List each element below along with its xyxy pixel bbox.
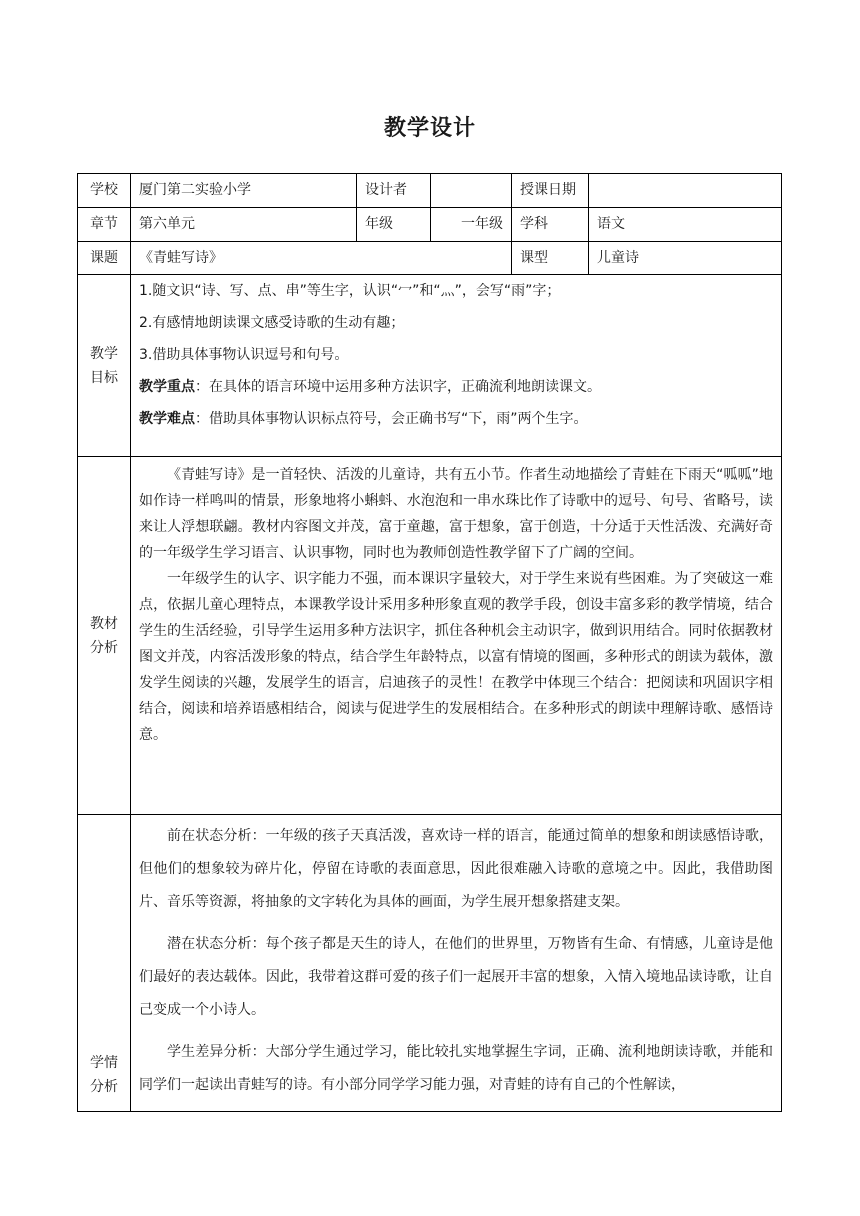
table-row-material [78, 457, 782, 815]
date-label: 授课日期 [512, 174, 589, 208]
goal-item: 1.随文识“诗、写、点、串”等生字，认识“冖”和“灬”，会写“雨”字； [139, 283, 561, 299]
type-value: 儿童诗 [589, 242, 782, 275]
grade-value: 一年级 [431, 208, 512, 242]
learners-paragraph: 学生差异分析：大部分学生通过学习，能比较扎实地掌握生字词，正确、流利地朗读诗歌，并能和同学们一起读出青蛙写的诗。有小部分同学学习能力强，对青蛙的诗有自己的个性解读， [139, 1044, 773, 1093]
material-paragraph: 《青蛙写诗》是一首轻快、活泼的儿童诗，共有五小节。作者生动地描绘了青蛙在下雨天“呱呱”地如作诗一样鸣叫的情景，形象地将小蝌蚪、水泡泡和一串水珠比作了诗歌中的逗号、句号、省略号，读来让人浮想联翩。教材内容图文并茂，富于童趣，富于想象，富于创造，十分适于天性活泼、充满好奇的一年级学生学习语言、认识事物，同时也为教师创造性教学留下了广阔的空间。 [139, 467, 773, 561]
key-point-text: ：在具体的语言环境中运用多种方法识字，正确流利地朗读课文。 [195, 379, 601, 395]
lesson-plan-table [77, 173, 782, 1112]
subject-value: 语文 [589, 208, 782, 242]
grade-label: 年级 [357, 208, 431, 242]
goal-item: 3.借助具体事物认识逗号和句号。 [139, 347, 349, 363]
learners-label-line1: 学情 [90, 1055, 118, 1071]
table-row-school [78, 174, 782, 208]
school-label: 学校 [78, 174, 131, 208]
table-row-goals [78, 275, 782, 457]
designer-value [431, 174, 512, 208]
chapter-value: 第六单元 [131, 208, 357, 242]
goals-label-line2: 目标 [90, 369, 118, 386]
chapter-label: 章节 [78, 208, 131, 242]
key-point-label: 教学重点 [139, 379, 195, 395]
topic-value: 《青蛙写诗》 [131, 242, 512, 275]
material-label [78, 457, 131, 815]
difficulty-point-label: 教学难点 [139, 411, 195, 427]
goals-label-line1: 教学 [90, 345, 118, 362]
table-row-topic [78, 242, 782, 275]
difficulty-point-text: ：借助具体事物认识标点符号，会正确书写“下，雨”两个生字。 [195, 411, 588, 427]
material-content [131, 457, 782, 815]
table-row-chapter [78, 208, 782, 242]
date-value [589, 174, 782, 208]
goals-label [78, 275, 131, 457]
designer-label: 设计者 [357, 174, 431, 208]
learners-paragraph: 前在状态分析：一年级的孩子天真活泼，喜欢诗一样的语言，能通过简单的想象和朗读感悟诗歌，但他们的想象较为碎片化，停留在诗歌的表面意思，因此很难融入诗歌的意境之中。因此，我借助图片、音乐等资源，将抽象的文字转化为具体的画面，为学生展开想象搭建支架。 [139, 828, 773, 910]
school-value: 厦门第二实验小学 [131, 174, 357, 208]
key-point [139, 377, 773, 398]
learners-label [78, 815, 131, 1112]
learners-label-line2: 分析 [90, 1079, 118, 1095]
goals-content [131, 275, 782, 457]
type-label: 课型 [512, 242, 589, 275]
goal-item: 2.有感情地朗读课文感受诗歌的生动有趣； [139, 315, 405, 331]
table-row-learners [78, 815, 782, 1112]
difficulty-point [139, 409, 773, 430]
subject-label: 学科 [512, 208, 589, 242]
material-label-line2: 分析 [90, 639, 118, 656]
topic-label: 课题 [78, 242, 131, 275]
learners-paragraph: 潜在状态分析：每个孩子都是天生的诗人，在他们的世界里，万物皆有生命、有情感，儿童诗是他们最好的表达载体。因此，我带着这群可爱的孩子们一起展开丰富的想象，入情入境地品读诗歌，让自己变成一个小诗人。 [139, 936, 773, 1018]
material-paragraph: 一年级学生的认字、识字能力不强，而本课识字量较大，对于学生来说有些困难。为了突破这一难点，依据儿童心理特点，本课教学设计采用多种形象直观的教学手段，创设丰富多彩的教学情境，结合学生的生活经验，引导学生运用多种方法识字，抓住各种机会主动识字，做到识用结合。同时依据教材图文并茂，内容活泼形象的特点，结合学生年龄特点，以富有情境的图画，多种形式的朗读为载体，激发学生阅读的兴趣，发展学生的语言，启迪孩子的灵性！在教学中体现三个结合：把阅读和巩固识字相结合，阅读和培养语感相结合，阅读与促进学生的发展相结合。在多种形式的朗读中理解诗歌、感悟诗意。 [139, 571, 773, 743]
material-label-line1: 教材 [90, 615, 118, 632]
page-title: 教学设计 [383, 116, 476, 141]
learners-content [131, 815, 782, 1112]
